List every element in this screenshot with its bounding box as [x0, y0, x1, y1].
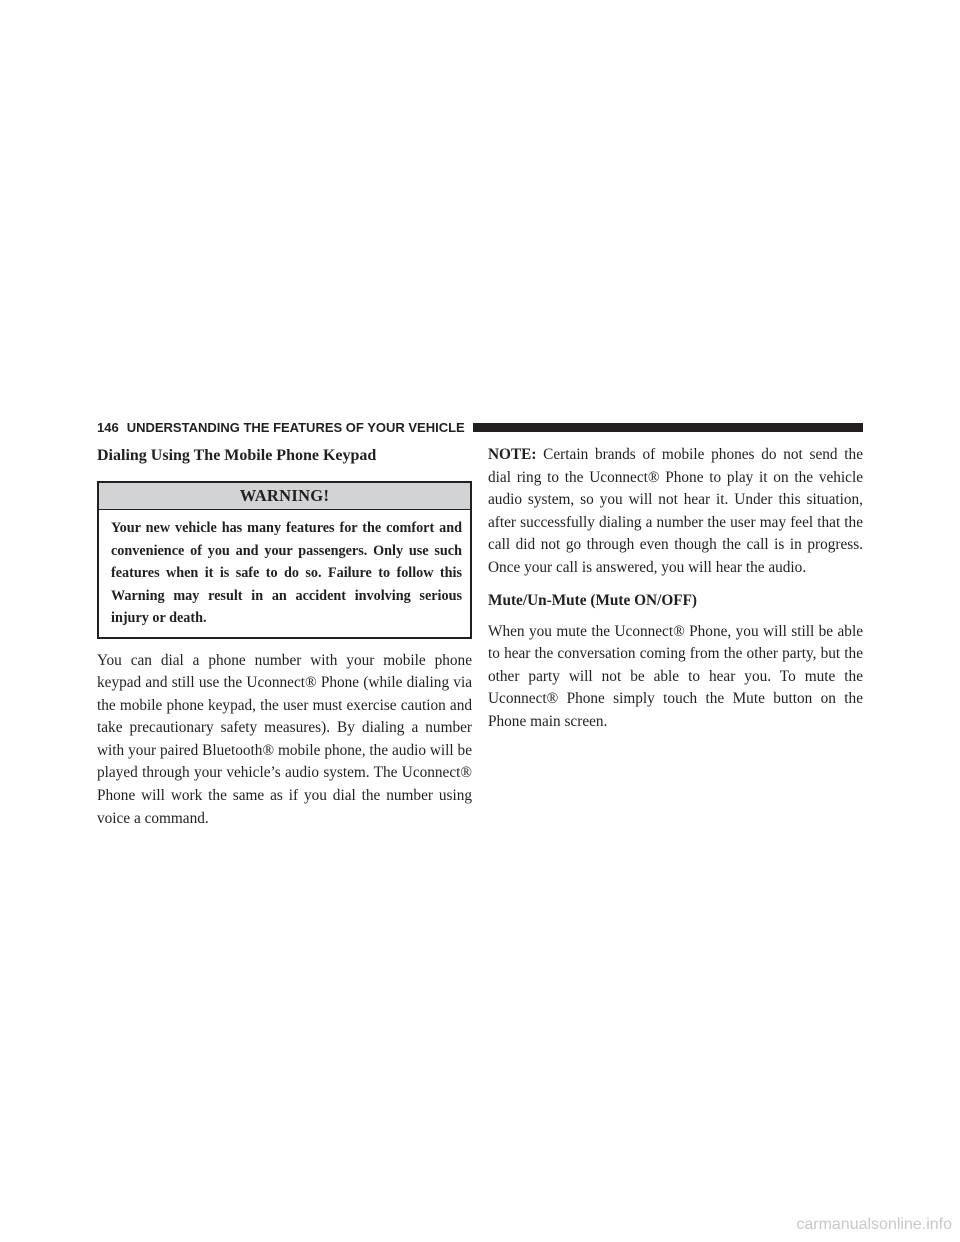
watermark: carmanualsonline.info — [796, 1216, 952, 1233]
keypad-dialing-paragraph: You can dial a phone number with your mobile phone keypad and still use the Uconnect® Phone (while dialing via the mobile phone keypad, the user must exercise caution and take precautionary safety measures). By dialing a number with your paired Bluetooth® mobile phone, the audio will be played through your vehicle’s audio system. The Uconnect® Phone will work the same as if you dial the number using voice a command. — [97, 651, 472, 827]
left-column — [97, 438, 472, 830]
mute-subheading: Mute/Un-Mute (Mute ON/OFF) — [488, 591, 698, 609]
warning-box — [97, 481, 472, 639]
section-heading: Dialing Using The Mobile Phone Keypad — [97, 447, 377, 464]
right-column — [488, 438, 863, 734]
note-paragraph — [488, 444, 863, 580]
warning-text: Your new vehicle has many features for the comfort and convenience of you and your passengers. Only use such features when it is safe to do so. Failure to follow this Warning may result in an accident involving serious injury or death. — [111, 520, 462, 626]
warning-title: WARNING! — [99, 483, 470, 510]
page-number: 146 — [97, 419, 119, 435]
mute-paragraph: When you mute the Uconnect® Phone, you will still be able to hear the conversation coming from the other party, but the other party will not be able to hear you. To mute the Uconnect® Phone simply touch the Mute button on the Phone main screen. — [488, 622, 863, 730]
page-header — [97, 418, 863, 436]
header-rule — [473, 423, 863, 432]
note-text: Certain brands of mobile phones do not send the dial ring to the Uconnect® Phone to play it on the vehicle audio system, so you will not hear it. Under this situation, after successfully dialing a number the user may feel that the call did not go through even though the call is in progress. Once your call is answered, you will hear the audio. — [488, 446, 863, 576]
section-title: UNDERSTANDING THE FEATURES OF YOUR VEHICLE — [126, 419, 465, 435]
note-label: NOTE: — [488, 446, 537, 463]
